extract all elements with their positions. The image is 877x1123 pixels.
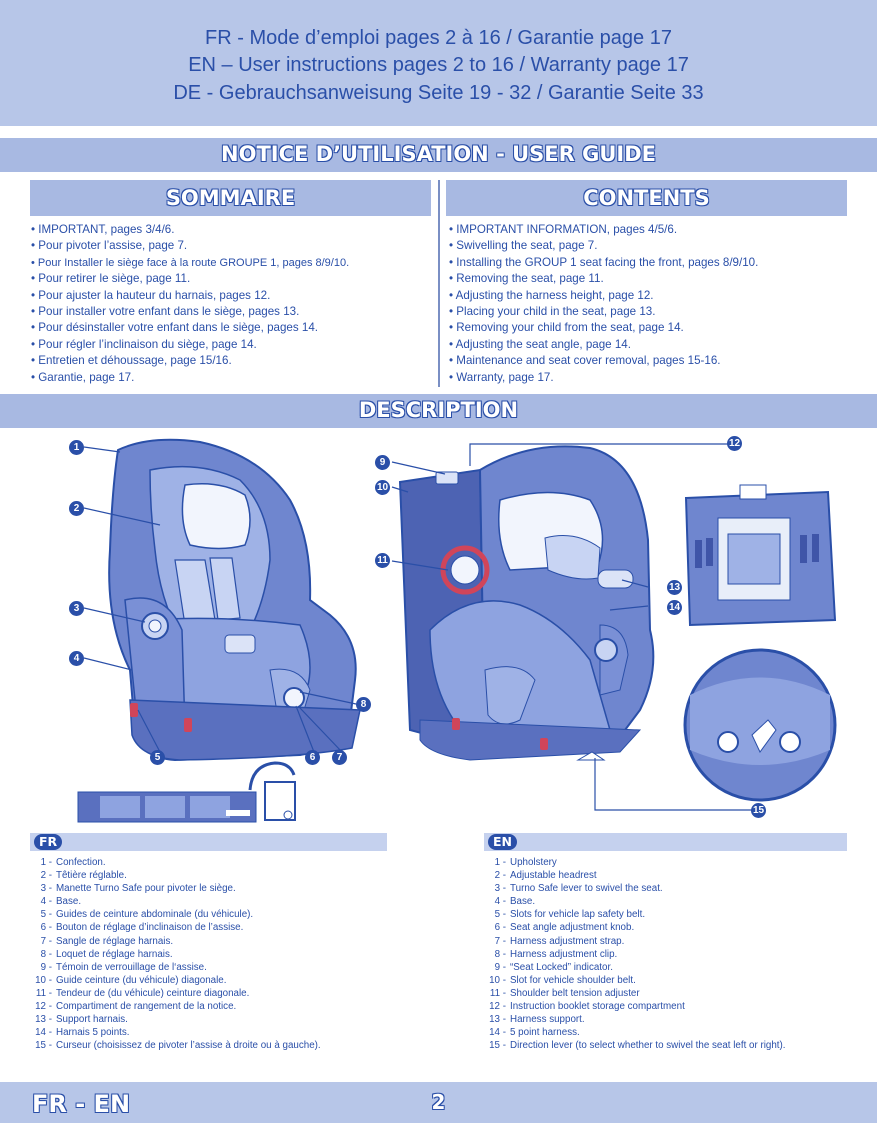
toc-item-en[interactable]: • IMPORTANT INFORMATION, pages 4/5/6.: [449, 222, 758, 238]
legend-item: 12 - Instruction booklet storage compartment: [489, 1001, 685, 1013]
legend-item: 2 - Adjustable headrest: [494, 870, 597, 882]
guide-title: NOTICE D’UTILISATION - USER GUIDE: [221, 142, 656, 166]
legend-item: 8 - Harness adjustment clip.: [494, 948, 618, 960]
legend-item: 4 - Base.: [494, 896, 536, 908]
toc-item-fr[interactable]: • Entretien et déhoussage, page 15/16.: [31, 353, 349, 369]
callout-11: 11: [375, 553, 390, 568]
car-seat-illustrations: [0, 430, 877, 825]
legend-item: 8 - Loquet de réglage harnais.: [40, 948, 173, 960]
legend-fr-badge: FR: [34, 834, 62, 850]
legend-item: 9 - “Seat Locked” indicator.: [494, 961, 613, 973]
toc-item-en[interactable]: • Adjusting the harness height, page 12.: [449, 288, 758, 304]
callout-1: 1: [69, 440, 84, 455]
legend-item: 10 - Slot for vehicle shoulder belt.: [489, 974, 636, 986]
legend-item: 7 - Harness adjustment strap.: [494, 935, 625, 947]
header-line-fr: FR - Mode d’emploi pages 2 à 16 / Garantie page 17: [205, 27, 672, 49]
legend-item: 5 - Slots for vehicle lap safety belt.: [494, 909, 646, 921]
legend-en: [484, 833, 847, 1071]
contents-header: [446, 180, 847, 216]
toc-item-fr[interactable]: • Pour désinstaller votre enfant dans le siège, pages 14.: [31, 320, 349, 336]
legend-item: 3 - Manette Turno Safe pour pivoter le siège.: [40, 883, 236, 895]
contents-list: [449, 222, 758, 386]
seat-position-strip: [78, 792, 256, 822]
toc-item-en[interactable]: • Removing your child from the seat, page 14.: [449, 320, 758, 336]
legend-item: 14 - 5 point harness.: [489, 1027, 580, 1039]
legend-fr-list: [30, 856, 321, 1052]
callout-6: 6: [305, 750, 320, 765]
legend-fr-header: [30, 833, 387, 851]
toc-item-fr[interactable]: • IMPORTANT, pages 3/4/6.: [31, 222, 349, 238]
legend-item: 11 - Tendeur de (du véhicule) ceinture diagonale.: [35, 987, 250, 999]
booklet-compartment-view: [686, 485, 835, 625]
legend-item: 6 - Bouton de réglage d’inclinaison de l’assise.: [40, 922, 244, 934]
toc-item-en[interactable]: • Maintenance and seat cover removal, pages 15-16.: [449, 353, 758, 369]
toc-item-en[interactable]: • Swivelling the seat, page 7.: [449, 238, 758, 254]
legend-item: 11 - Shoulder belt tension adjuster: [489, 987, 640, 999]
toc-item-fr[interactable]: • Pour régler l’inclinaison du siège, page 14.: [31, 337, 349, 353]
toc-item-fr[interactable]: • Pour retirer le siège, page 11.: [31, 271, 349, 287]
legend-item: 1 - Confection.: [40, 857, 106, 868]
legend-fr: [30, 833, 387, 1071]
callout-5: 5: [150, 750, 165, 765]
legend-item: 13 - Support harnais.: [35, 1014, 128, 1026]
legend-item: 14 - Harnais 5 points.: [35, 1027, 130, 1039]
sommaire-list: [31, 222, 349, 386]
legend-item: 13 - Harness support.: [489, 1014, 585, 1026]
callout-12: 12: [728, 438, 741, 449]
callout-2: 2: [69, 501, 84, 516]
toc-item-fr[interactable]: • Garantie, page 17.: [31, 370, 349, 386]
recycle-bin-icon: [250, 763, 295, 820]
toc-item-en[interactable]: • Placing your child in the seat, page 13.: [449, 304, 758, 320]
legend-en-list: [484, 856, 786, 1052]
legend-item: 2 - Têtière réglable.: [40, 870, 127, 882]
callout-9: 9: [375, 455, 390, 470]
direction-lever-zoom: [685, 650, 835, 800]
callout-4: 4: [69, 651, 84, 666]
guide-title-bar: [0, 138, 877, 172]
sommaire-header: [30, 180, 431, 216]
toc-item-en[interactable]: • Adjusting the seat angle, page 14.: [449, 337, 758, 353]
legend-item: 15 - Curseur (choisissez de pivoter l’assise à droite ou à gauche).: [35, 1040, 321, 1052]
legend-item: 4 - Base.: [40, 896, 82, 908]
contents-title: CONTENTS: [583, 186, 710, 210]
car-seat-front-view: [109, 440, 360, 760]
callout-3: 3: [69, 601, 84, 616]
toc-item-en[interactable]: • Removing the seat, page 11.: [449, 271, 758, 287]
legend-item: 10 - Guide ceinture (du véhicule) diagonale.: [35, 974, 227, 986]
legend-en-header: [484, 833, 847, 851]
toc-item-fr[interactable]: • Pour installer votre enfant dans le siège, pages 13.: [31, 304, 349, 320]
callout-7: 7: [332, 750, 347, 765]
toc-item-fr[interactable]: • Pour pivoter l’assise, page 7.: [31, 238, 349, 254]
callout-8: 8: [356, 697, 371, 712]
page-number: 2: [431, 1090, 446, 1114]
description-bar: [0, 394, 877, 428]
toc-item-en[interactable]: • Warranty, page 17.: [449, 370, 758, 386]
footer-language: FR - EN: [32, 1090, 131, 1118]
legend-item: 1 - Upholstery: [494, 857, 557, 868]
callout-14: 14: [668, 602, 681, 613]
legend-item: 5 - Guides de ceinture abdominale (du véhicule).: [40, 909, 254, 921]
header-line-de: DE - Gebrauchsanweisung Seite 19 - 32 / Garantie Seite 33: [173, 82, 704, 104]
legend-item: 12 - Compartiment de rangement de la notice.: [35, 1001, 237, 1013]
legend-en-badge: EN: [488, 834, 517, 850]
legend-item: 7 - Sangle de réglage harnais.: [40, 935, 174, 947]
footer-bar: [0, 1082, 877, 1123]
car-seat-rear-view: [400, 446, 653, 760]
legend-item: 9 - Témoin de verrouillage de l‘assise.: [40, 961, 207, 973]
legend-item: 15 - Direction lever (to select whether to swivel the seat left or right).: [489, 1040, 786, 1052]
callout-15: 15: [752, 805, 765, 816]
legend-item: 3 - Turno Safe lever to swivel the seat.: [494, 883, 663, 895]
description-title: DESCRIPTION: [358, 398, 519, 422]
toc-item-en[interactable]: • Installing the GROUP 1 seat facing the front, pages 8/9/10.: [449, 255, 758, 271]
toc-item-fr[interactable]: • Pour Installer le siège face à la route GROUPE 1, pages 8/9/10.: [31, 255, 349, 271]
toc-item-fr[interactable]: • Pour ajuster la hauteur du harnais, pages 12.: [31, 288, 349, 304]
sommaire-title: SOMMAIRE: [165, 186, 296, 210]
callout-10: 10: [376, 482, 389, 493]
callout-13: 13: [668, 582, 681, 593]
legend-item: 6 - Seat angle adjustment knob.: [494, 922, 635, 934]
column-divider: [438, 180, 440, 387]
header-banner: [0, 0, 877, 126]
header-line-en: EN – User instructions pages 2 to 16 / Warranty page 17: [188, 54, 689, 76]
